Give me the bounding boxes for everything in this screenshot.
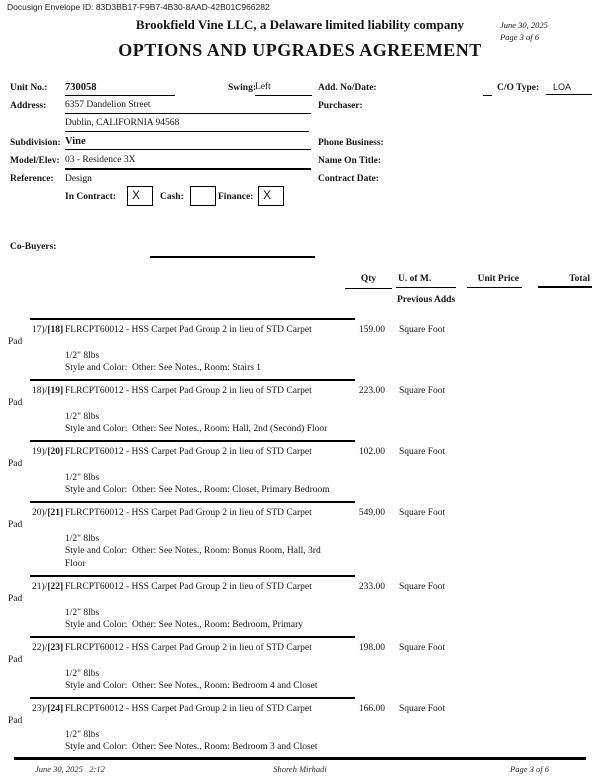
- item-number: 18)/[19]: [32, 386, 64, 396]
- unit-no-label: Unit No.:: [10, 83, 48, 93]
- item-qty: 233.00: [358, 582, 385, 592]
- item-description-wrap: Pad: [8, 459, 23, 469]
- item-uom: Square Foot: [399, 508, 446, 518]
- row-separator: [30, 318, 355, 320]
- table-row: [0, 697, 600, 754]
- item-spec: 1/2" 8lbs: [65, 412, 100, 422]
- line-items: [0, 318, 600, 758]
- item-qty: 159.00: [358, 325, 385, 335]
- finance-label: Finance:: [218, 192, 254, 202]
- table-row: [0, 440, 600, 497]
- address-line2-value: Dublin, CALIFORNIA 94568: [65, 118, 309, 132]
- item-description: FLRCPT60012 - HSS Carpet Pad Group 2 in lieu of STD Carpet: [65, 447, 312, 457]
- item-uom: Square Foot: [399, 704, 446, 714]
- item-number: 23)/[24]: [32, 704, 64, 714]
- item-uom: Square Foot: [399, 325, 446, 335]
- model-elev-value: 03 - Residence 3X: [65, 155, 311, 170]
- item-uom: Square Foot: [399, 582, 446, 592]
- item-qty: 223.00: [358, 386, 385, 396]
- reference-label: Reference:: [10, 174, 54, 184]
- item-description-wrap: Pad: [8, 337, 23, 347]
- co-buyers-line: [150, 256, 315, 258]
- item-description: FLRCPT60012 - HSS Carpet Pad Group 2 in lieu of STD Carpet: [65, 643, 312, 653]
- item-number: 19)/[20]: [32, 447, 64, 457]
- item-spec: 1/2" 8lbs: [65, 351, 100, 361]
- item-description-wrap: Pad: [8, 520, 23, 530]
- item-description-wrap: Pad: [8, 398, 23, 408]
- add-no-date-blank-line: [483, 82, 492, 96]
- item-description: FLRCPT60012 - HSS Carpet Pad Group 2 in lieu of STD Carpet: [65, 582, 312, 592]
- address-line1-value: 6357 Dandelion Street: [65, 100, 311, 114]
- item-number: 21)/[22]: [32, 582, 64, 592]
- subdivision-label: Subdivision:: [10, 138, 61, 148]
- item-number: 20)/[21]: [32, 508, 64, 518]
- item-qty: 549.00: [358, 508, 385, 518]
- item-spec: 1/2" 8lbs: [65, 473, 100, 483]
- item-uom: Square Foot: [399, 643, 446, 653]
- row-separator: [30, 440, 355, 442]
- co-type-value: LOA: [546, 82, 592, 95]
- company-name: Brookfield Vine LLC, a Delaware limited liability company: [135, 17, 465, 32]
- unit-no-value: 730058: [65, 82, 175, 96]
- row-separator: [30, 501, 355, 503]
- docusign-envelope-id: Docusign Envelope ID: 83D3BB17-F9B7-4B30-8AAD-42B01C966282: [7, 2, 270, 12]
- item-description-wrap: Pad: [8, 655, 23, 665]
- footer-author-name: Shoreh Mirhadi: [273, 764, 327, 774]
- item-spec: 1/2" 8lbs: [65, 669, 100, 679]
- table-row: [0, 501, 600, 571]
- item-style-color: Style and Color: Other: See Notes., Room: Bedroom, Primary: [65, 620, 304, 630]
- phone-business-label: Phone Business:: [318, 138, 384, 148]
- item-style-color-wrap: Floor: [65, 559, 86, 569]
- item-qty: 166.00: [358, 704, 385, 714]
- header-page-number: Page 3 of 6: [500, 32, 539, 42]
- item-description: FLRCPT60012 - HSS Carpet Pad Group 2 in lieu of STD Carpet: [65, 325, 312, 335]
- item-spec: 1/2" 8lbs: [65, 534, 100, 544]
- row-separator: [30, 379, 355, 381]
- item-description: FLRCPT60012 - HSS Carpet Pad Group 2 in lieu of STD Carpet: [65, 386, 312, 396]
- footer-rule: [14, 757, 586, 760]
- row-separator: [30, 575, 355, 577]
- item-uom: Square Foot: [399, 386, 446, 396]
- item-style-color: Style and Color: Other: See Notes., Room: Bedroom 3 and Closet: [65, 742, 318, 752]
- in-contract-checkbox: X: [127, 186, 153, 206]
- document-title: OPTIONS AND UPGRADES AGREEMENT: [118, 40, 482, 60]
- item-spec: 1/2" 8lbs: [65, 730, 100, 740]
- total-column-header: Total: [538, 274, 592, 288]
- item-style-color: Style and Color: Other: See Notes., Room: Hall, 2nd (Second) Floor: [65, 424, 328, 434]
- item-description: FLRCPT60012 - HSS Carpet Pad Group 2 in lieu of STD Carpet: [65, 508, 312, 518]
- previous-adds-label: Previous Adds: [397, 295, 456, 305]
- table-row: [0, 318, 600, 375]
- qty-column-header: Qty: [345, 274, 392, 289]
- item-qty: 198.00: [358, 643, 385, 653]
- table-row: [0, 575, 600, 632]
- row-separator: [30, 697, 355, 699]
- finance-checkbox: X: [258, 186, 284, 206]
- item-style-color: Style and Color: Other: See Notes., Room: Bedroom 4 and Closet: [65, 681, 318, 691]
- footer-datetime: June 30, 2025 2:12: [35, 764, 105, 774]
- uom-column-header: U. of M.: [396, 274, 456, 288]
- table-row: [0, 636, 600, 693]
- item-number: 17)/[18]: [32, 325, 64, 335]
- co-type-label: C/O Type:: [497, 83, 540, 93]
- add-no-date-label: Add. No/Date:: [318, 83, 377, 93]
- table-row: [0, 379, 600, 436]
- footer-page-number: Page 3 of 6: [510, 764, 549, 774]
- item-style-color: Style and Color: Other: See Notes., Room: Closet, Primary Bedroom: [65, 485, 330, 495]
- item-description: FLRCPT60012 - HSS Carpet Pad Group 2 in lieu of STD Carpet: [65, 704, 312, 714]
- address-label: Address:: [10, 101, 47, 111]
- cash-checkbox: [190, 186, 216, 206]
- unit-price-column-header: Unit Price: [467, 274, 522, 288]
- cash-label: Cash:: [160, 192, 184, 202]
- item-style-color: Style and Color: Other: See Notes., Room: Bonus Room, Hall, 3rd: [65, 546, 321, 556]
- header-date: June 30, 2025: [500, 20, 548, 30]
- item-qty: 102.00: [358, 447, 385, 457]
- contract-date-label: Contract Date:: [318, 174, 379, 184]
- item-uom: Square Foot: [399, 447, 446, 457]
- subdivision-value: Vine: [65, 136, 311, 150]
- purchaser-label: Purchaser:: [318, 101, 363, 111]
- swing-label: Swing:: [228, 83, 256, 93]
- swing-value: Left: [255, 82, 312, 96]
- item-description-wrap: Pad: [8, 594, 23, 604]
- reference-value: Design: [65, 174, 92, 184]
- item-description-wrap: Pad: [8, 716, 23, 726]
- in-contract-label: In Contract:: [65, 192, 116, 202]
- item-number: 22)/[23]: [32, 643, 64, 653]
- name-on-title-label: Name On Title:: [318, 156, 381, 166]
- item-spec: 1/2" 8lbs: [65, 608, 100, 618]
- model-elev-label: Model/Elev:: [10, 156, 60, 166]
- row-separator: [30, 636, 355, 638]
- co-buyers-label: Co-Buyers:: [10, 242, 57, 252]
- item-style-color: Style and Color: Other: See Notes., Room: Stairs 1: [65, 363, 262, 373]
